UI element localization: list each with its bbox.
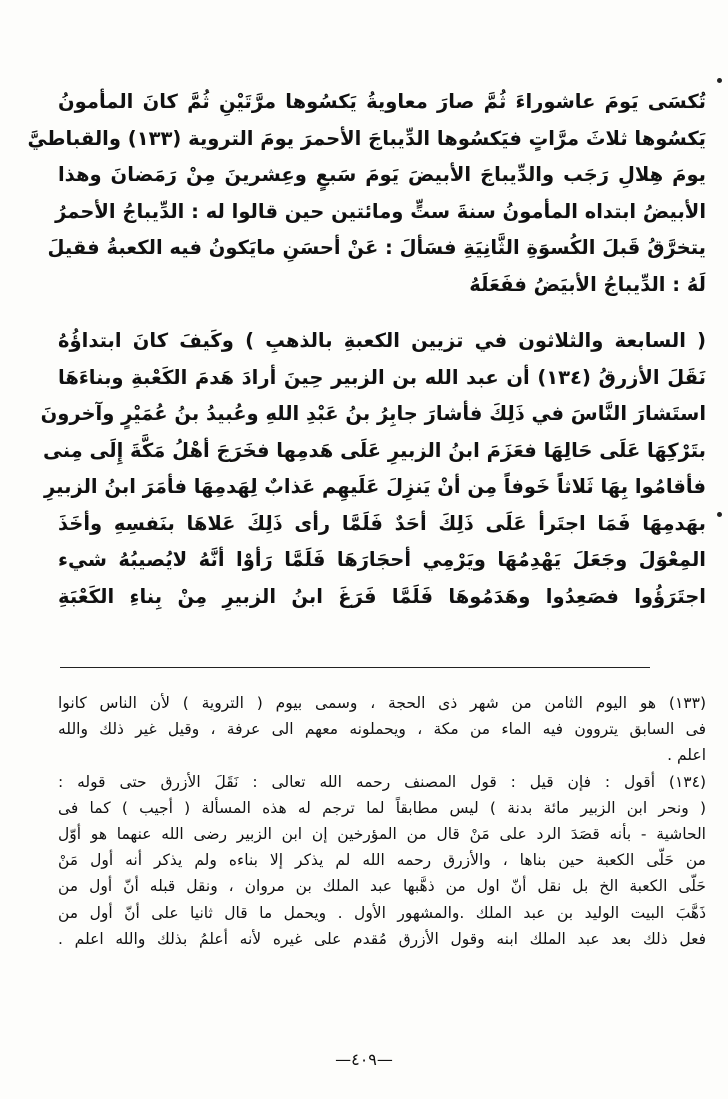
text-line: نَقَلَ الأزرقُ (١٣٤) أن عبد الله بن الزبير حِينَ أرادَ هَدمَ الكَعْبةِ وبناءَهَا bbox=[58, 365, 706, 389]
text-line: بهَدمِهَا فَمَا اجتَرأ عَلَى ذَلِكَ أحَدٌ فَلَمَّا رأى ذَلِكَ عَلاهَا بنَفسِهِ وأخَذَ bbox=[58, 511, 706, 535]
footnote-line: حَلّى الكعبة الخ بل نقل أنّ اول من ذهَّبها عبد الملك بن مروان ، ونقل قبله أنّ أول من bbox=[58, 877, 706, 896]
text-line: المِعْوَلَ وجَعَلَ يَهْدِمُهَا ويَرْمِي أحجَارَهَا فَلَمَّا رَأوْا أنَّهُ لايُصيبُهُ شيء bbox=[58, 548, 706, 571]
footnote-134 bbox=[58, 769, 706, 952]
footnote-line: فى السابق يتروون فيه الماء من مكة ، ويحملونه معهم الى عرفة ، وقيل غير ذلك والله bbox=[58, 720, 706, 739]
footnote-line: الحاشية - بأنه قصَدَ الرد على مَنْ قال من المؤرخين إن ابن الزبير رضى الله عنهما هو أوّل bbox=[58, 824, 706, 843]
section-heading-line: ( السابعة والثلاثون في تزيين الكعبةِ بالذهبِ ) وكَيفَ كانَ ابتداؤُهُ bbox=[58, 329, 706, 352]
text-line: يَكسُوها ثلاثَ مرَّاتٍ فيَكسُوها الدِّيباجَ الأحمرَ يومَ التروية (١٣٣) والقباطيَّ bbox=[27, 126, 706, 150]
margin-dot-middle bbox=[717, 512, 722, 517]
margin-dot-top bbox=[717, 78, 722, 83]
text-line: تُكسَى يَومَ عاشوراءَ ثُمَّ صارَ معاويةُ يَكسُوها مرَّتَيْنِ ثُمَّ كانَ المأمونُ bbox=[58, 90, 706, 113]
footnote-line: فعل ذلك بعد عبد الملك ابنه وقول الأزرق مُقدم على غيره لأنه أعلمُ بذلك والله اعلم . bbox=[58, 929, 706, 948]
main-text bbox=[27, 84, 706, 615]
text-line: يتخرَّقُ قَبلَ الكُسوَةِ الثَّانِيَةِ فسَألَ : عَنْ أحسَنِ مايَكونُ فيه الكعبةُ فقيلَ bbox=[47, 236, 706, 259]
footnote-line: من حَلّى الكعبة حين بناها ، والأزرق رحمه الله لم يذكر إلا بناءه ولم يذكر أنه أول مَنْ bbox=[58, 851, 706, 870]
footnote-line: (١٣٤) أقول : فإن قيل : قول المصنف رحمه الله تعالى : نَقَلَ الأزرق حتى قوله : bbox=[58, 772, 706, 791]
footnote-line: ( ونحر ابن الزبير مائة بدنة ) ليس مطابقاً لما ترجم له هذه المسألة ( أجيب ) كما فى bbox=[58, 798, 706, 817]
text-line: بتَرْكِهَا عَلَى حَالِهَا فعَزَمَ ابنُ الزبيرِ عَلَى هَدمِها فخَرَجَ أهْلُ مَكَّةَ إِلَى مِنى bbox=[42, 438, 706, 462]
text-line: فأقامُوا بِهَا ثَلاثاً خَوفاً مِن أنْ يَنزِلَ عَلَيهِم عَذابٌ لِهَدمِهَا فأمَرَ ابنُ الزبيرِ bbox=[44, 475, 706, 498]
page-number: —٤٠٩— bbox=[335, 1050, 393, 1069]
footnote-line: (١٣٣) هو اليوم الثامن من شهر ذى الحجة ، وسمى بيوم ( التروية ) لأن الناس كانوا bbox=[58, 694, 706, 712]
text-line: لَهُ : الدِّيباجُ الأبيَضُ ففَعَلَهُ bbox=[469, 272, 706, 296]
footnote-divider bbox=[60, 667, 650, 668]
main-paragraph-2 bbox=[40, 323, 706, 615]
text-line: استَشارَ النَّاسَ في ذَلِكَ فأشارَ جابِرُ بنُ عَبْدِ اللهِ وعُبيدُ بنُ عُمَيْرٍ وآخرونَ bbox=[40, 402, 706, 425]
footnotes bbox=[58, 690, 706, 952]
text-line: اجتَرَؤُوا فصَعِدُوا وهَدَمُوهَا فَلَمَّا فَرَغَ ابنُ الزبيرِ مِنْ بِناءِ الكَعْبَةِ bbox=[58, 584, 706, 608]
main-paragraph-1 bbox=[27, 84, 706, 303]
footnote-line: اعلم . bbox=[667, 746, 706, 765]
text-line: يومَ هِلالِ رَجَب والدِّيباجَ الأبيضَ يَومَ سَبعٍ وعِشرينَ مِنْ رَمَضانَ وهذا bbox=[58, 163, 706, 186]
footnote-133 bbox=[58, 690, 706, 769]
footnote-line: ذَهَّبَ البيت الوليد بن عبد الملك .والمشهور الأول . ويحمل ما قال ثانيا على أنّ أول من bbox=[58, 903, 706, 922]
text-line: الأبيضُ ابتداه المأمونُ سنةَ ستٍّ ومائتين حين قالوا له : الدِّيباجُ الأحمرُ bbox=[55, 199, 706, 223]
